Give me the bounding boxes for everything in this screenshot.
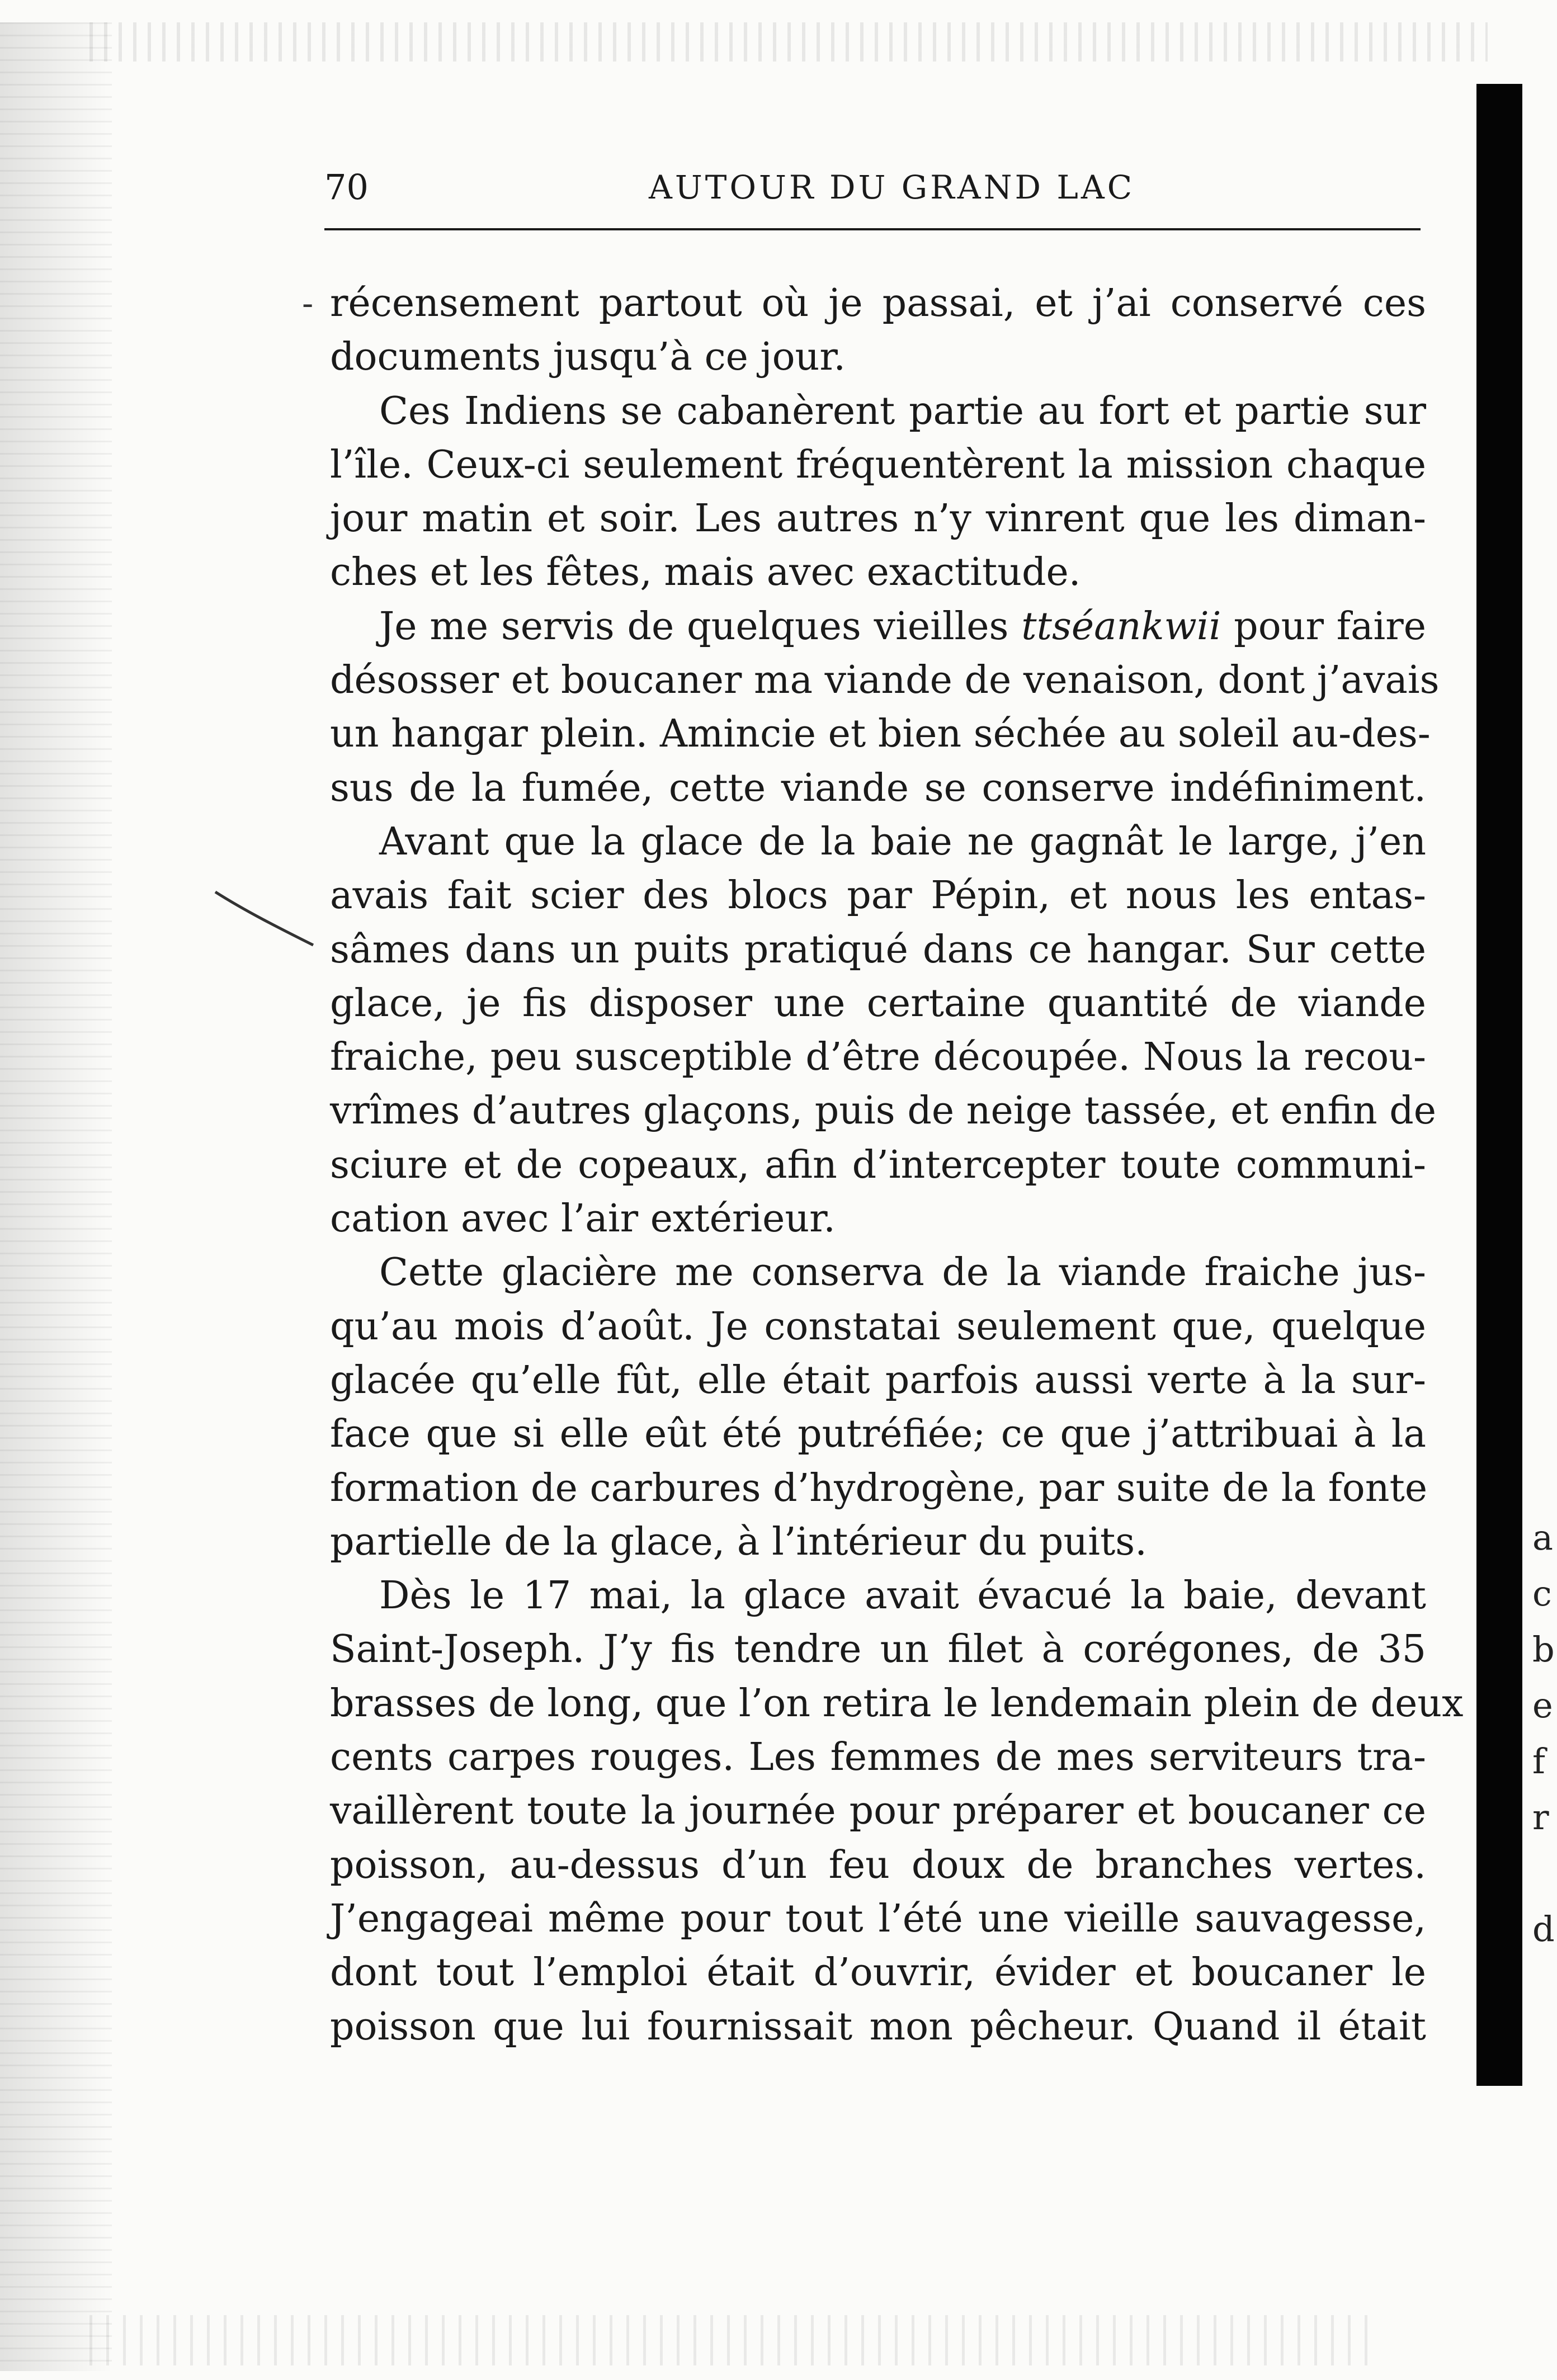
text-line: sciure et de copeaux, afin d’intercepter toute communi-	[330, 1142, 1426, 1187]
text-line: poisson que lui fournissait mon pêcheur. Quand il était	[330, 2004, 1426, 2049]
text-line: fraiche, peu susceptible d’être découpée. Nous la recou-	[330, 1035, 1426, 1080]
text-line: un hangar plein. Amincie et bien séchée au soleil au-des-	[330, 712, 1431, 757]
text-line: vrîmes d’autres glaçons, puis de neige tassée, et enfin de	[330, 1089, 1437, 1134]
text-line: cents carpes rouges. Les femmes de mes serviteurs tra-	[330, 1735, 1426, 1780]
text-line: Avant que la glace de la baie ne gagnât le large, j’en	[379, 819, 1426, 864]
facing-letter: f	[1532, 1741, 1545, 1782]
text-line: désosser et boucaner ma viande de venaison, dont j’avais	[330, 658, 1440, 703]
text-line: sus de la fumée, cette viande se conserve indéfiniment.	[330, 766, 1426, 810]
text-line: poisson, au-dessus d’un feu doux de branches vertes.	[330, 1843, 1426, 1887]
facing-letter: b	[1532, 1629, 1555, 1670]
text-line: jour matin et soir. Les autres n’y vinrent que les diman-	[330, 497, 1426, 541]
text-line: Je me servis de quelques vieilles ttséankwii pour faire	[379, 604, 1426, 649]
text-line: avais fait scier des blocs par Pépin, et nous les entas-	[330, 873, 1426, 918]
text-line: dont tout l’emploi était d’ouvrir, évider et boucaner le	[330, 1951, 1426, 1995]
body-text	[330, 277, 1464, 2054]
facing-letter: d	[1532, 1909, 1555, 1949]
text-line: Dès le 17 mai, la glace avait évacué la baie, devant	[379, 1574, 1426, 1618]
facing-letter: e	[1532, 1685, 1553, 1726]
facing-letter: r	[1532, 1797, 1549, 1838]
text-line: J’engageai même pour tout l’été une vieille sauvagesse,	[330, 1896, 1426, 1941]
text-line: vaillèrent toute la journée pour préparer et boucaner ce	[330, 1789, 1426, 1834]
text-line: glacée qu’elle fût, elle était parfois aussi verte à la sur-	[330, 1358, 1426, 1402]
text-line: récensement partout où je passai, et j’ai conservé ces	[330, 281, 1426, 325]
text-line: brasses de long, que l’on retira le lendemain plein de deux	[330, 1681, 1464, 1726]
text-line: Ces Indiens se cabanèrent partie au fort et partie sur	[379, 389, 1426, 433]
text-line: formation de carbures d’hydrogène, par suite de la fonte	[330, 1466, 1428, 1510]
facing-letter: c	[1532, 1573, 1552, 1614]
text-line: qu’au mois d’août. Je constatai seulement que, quelque	[330, 1304, 1426, 1349]
facing-letter: a	[1532, 1517, 1553, 1558]
text-line: face que si elle eût été putréfiée; ce que j’attribuai à la	[330, 1412, 1426, 1457]
margin-mark: -	[302, 284, 314, 323]
text-line: glace, je fis disposer une certaine quantité de viande	[330, 981, 1426, 1026]
text-line: cation avec l’air extérieur.	[330, 1197, 836, 1241]
text-line: l’île. Ceux-ci seulement fréquentèrent la mission chaque	[330, 442, 1426, 487]
text-line: Cette glacière me conserva de la viande fraiche jus-	[379, 1250, 1426, 1295]
text-line: sâmes dans un puits pratiqué dans ce hangar. Sur cette	[330, 927, 1426, 972]
italic-term: ttséankwii	[1021, 604, 1221, 649]
running-title: AUTOUR DU GRAND LAC	[649, 168, 1135, 206]
text-line: Saint-Joseph. J’y fis tendre un filet à corégones, de 35	[330, 1627, 1426, 1672]
text-line: ches et les fêtes, mais avec exactitude.	[330, 550, 1081, 595]
text-line: documents jusqu’à ce jour.	[330, 335, 846, 380]
page-number: 70	[324, 167, 369, 207]
text-line: partielle de la glace, à l’intérieur du puits.	[330, 1519, 1147, 1564]
